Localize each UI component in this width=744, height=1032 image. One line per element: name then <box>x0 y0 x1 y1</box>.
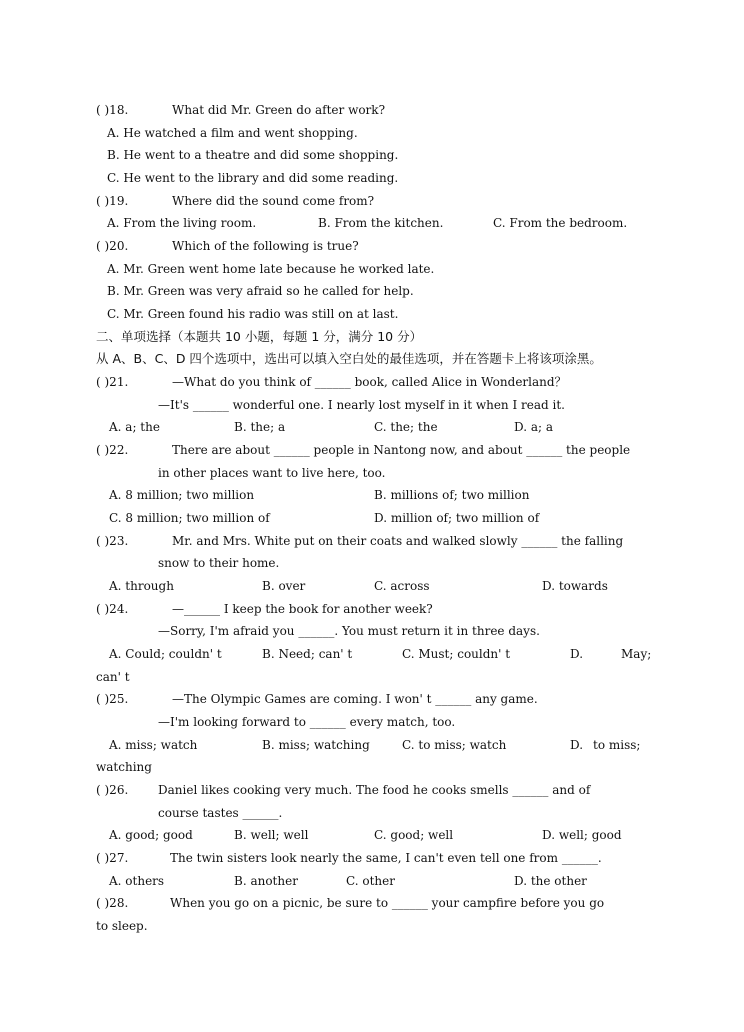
question-22 <box>0 440 744 460</box>
option-a <box>0 123 744 143</box>
question-line: course tastes ______. <box>158 806 283 820</box>
question-23-options <box>0 576 744 596</box>
option-b: B. over <box>262 579 306 593</box>
question-number: ( )22. <box>96 443 129 457</box>
question-26-options <box>0 825 744 845</box>
question-21-options <box>0 417 744 437</box>
option-d: D. <box>570 647 584 661</box>
question-number: ( )21. <box>96 375 129 389</box>
question-19 <box>0 191 744 211</box>
question-number: ( )25. <box>96 692 129 706</box>
question-line: —Sorry, I'm afraid you ______. You must return it in three days. <box>158 624 540 638</box>
option-d-wrap: watching <box>96 760 152 774</box>
option-c <box>0 304 744 324</box>
option-a: A. good; good <box>109 828 193 842</box>
option-d: D. towards <box>542 579 608 593</box>
question-line: When you go on a picnic, be sure to ______ your campfire before you go <box>170 896 605 910</box>
section-instruction <box>0 349 744 369</box>
option-b: B. another <box>234 874 298 888</box>
question-24-wrap <box>0 667 744 687</box>
question-24-options <box>0 644 744 664</box>
question-number: ( )23. <box>96 534 129 548</box>
option-a: A. From the living room. <box>107 216 257 230</box>
option-c <box>0 168 744 188</box>
question-line: Daniel likes cooking very much. The food he cooks smells ______ and of <box>158 783 591 797</box>
question-24 <box>0 599 744 619</box>
option-b: B. the; a <box>234 420 286 434</box>
option-b <box>0 281 744 301</box>
option-c: C. to miss; watch <box>402 738 507 752</box>
option-d: D. million of; two million of <box>374 511 540 525</box>
option-a: A. others <box>109 874 165 888</box>
option-text: A. Mr. Green went home late because he worked late. <box>107 262 435 276</box>
section-title <box>0 327 744 347</box>
option-c: C. the; the <box>374 420 438 434</box>
question-26 <box>0 780 744 800</box>
option-a: A. through <box>109 579 174 593</box>
question-23-cont <box>0 553 744 573</box>
option-d: D. <box>570 738 584 752</box>
question-28 <box>0 893 744 913</box>
question-line: —______ I keep the book for another week? <box>172 602 433 616</box>
option-b: B. millions of; two million <box>374 488 530 502</box>
question-25-reply <box>0 712 744 732</box>
question-line: Mr. and Mrs. White put on their coats and walked slowly ______ the falling <box>172 534 624 548</box>
question-21-reply <box>0 395 744 415</box>
option-c: C. From the bedroom. <box>493 216 628 230</box>
option-a <box>0 259 744 279</box>
option-c: C. other <box>346 874 395 888</box>
option-c: C. good; well <box>374 828 454 842</box>
option-d-wrap: can' t <box>96 670 130 684</box>
question-24-reply <box>0 621 744 641</box>
option-d-text: May; <box>621 647 652 661</box>
question-line: in other places want to live here, too. <box>158 466 386 480</box>
option-b: B. well; well <box>234 828 309 842</box>
question-22-cont <box>0 463 744 483</box>
question-number: ( )28. <box>96 896 129 910</box>
option-b: B. Need; can' t <box>262 647 353 661</box>
question-line: —It's ______ wonderful one. I nearly lost myself in it when I read it. <box>158 398 565 412</box>
question-line: —The Olympic Games are coming. I won' t ______ any game. <box>172 692 538 706</box>
option-b: B. miss; watching <box>262 738 370 752</box>
question-27 <box>0 848 744 868</box>
question-25-options <box>0 735 744 755</box>
option-a: A. miss; watch <box>109 738 198 752</box>
question-22-options-2 <box>0 508 744 528</box>
option-b <box>0 145 744 165</box>
question-23 <box>0 531 744 551</box>
question-22-options-1 <box>0 485 744 505</box>
question-number: ( )19. <box>96 194 129 208</box>
option-text: C. He went to the library and did some reading. <box>107 171 399 185</box>
question-25 <box>0 689 744 709</box>
question-26-cont <box>0 803 744 823</box>
option-text: B. He went to a theatre and did some shopping. <box>107 148 399 162</box>
option-d-text: to miss; <box>593 738 641 752</box>
option-b: B. From the kitchen. <box>318 216 444 230</box>
question-25-wrap <box>0 757 744 777</box>
option-c: C. 8 million; two million of <box>109 511 270 525</box>
question-number: ( )20. <box>96 239 129 253</box>
question-text: Where did the sound come from? <box>172 194 375 208</box>
question-number: ( )24. <box>96 602 129 616</box>
option-a: A. Could; couldn' t <box>109 647 222 661</box>
question-text: What did Mr. Green do after work? <box>172 103 385 117</box>
option-text: C. Mr. Green found his radio was still on at last. <box>107 307 399 321</box>
options-row <box>0 213 744 233</box>
question-number: ( )26. <box>96 783 129 797</box>
option-a: A. a; the <box>109 420 160 434</box>
question-line: —What do you think of ______ book, called Alice in Wonderland？ <box>172 375 567 389</box>
option-d: D. the other <box>514 874 587 888</box>
question-line: snow to their home. <box>158 556 280 570</box>
section-instruction-text: 从 A、B、C、D 四个选项中，选出可以填入空白处的最佳选项，并在答题卡上将该项涂黑。 <box>96 351 602 366</box>
question-27-options <box>0 871 744 891</box>
option-d: D. well; good <box>542 828 622 842</box>
question-28-wrap <box>0 916 744 936</box>
question-line: There are about ______ people in Nantong now, and about ______ the people <box>172 443 631 457</box>
question-line: —I'm looking forward to ______ every match, too. <box>158 715 456 729</box>
question-line: The twin sisters look nearly the same, I can't even tell one from ______. <box>170 851 602 865</box>
option-a: A. 8 million; two million <box>109 488 255 502</box>
option-d: D. a; a <box>514 420 553 434</box>
question-20 <box>0 236 744 256</box>
option-c: C. Must; couldn' t <box>402 647 511 661</box>
option-c: C. across <box>374 579 430 593</box>
question-text: Which of the following is true? <box>172 239 359 253</box>
option-text: B. Mr. Green was very afraid so he called for help. <box>107 284 414 298</box>
question-21 <box>0 372 744 392</box>
question-number: ( )18. <box>96 103 129 117</box>
question-18 <box>0 100 744 120</box>
question-line: to sleep. <box>96 919 148 933</box>
section-title-text: 二、单项选择（本题共 10 小题，每题 1 分，满分 10 分） <box>96 329 423 344</box>
option-text: A. He watched a film and went shopping. <box>107 126 358 140</box>
question-number: ( )27. <box>96 851 129 865</box>
